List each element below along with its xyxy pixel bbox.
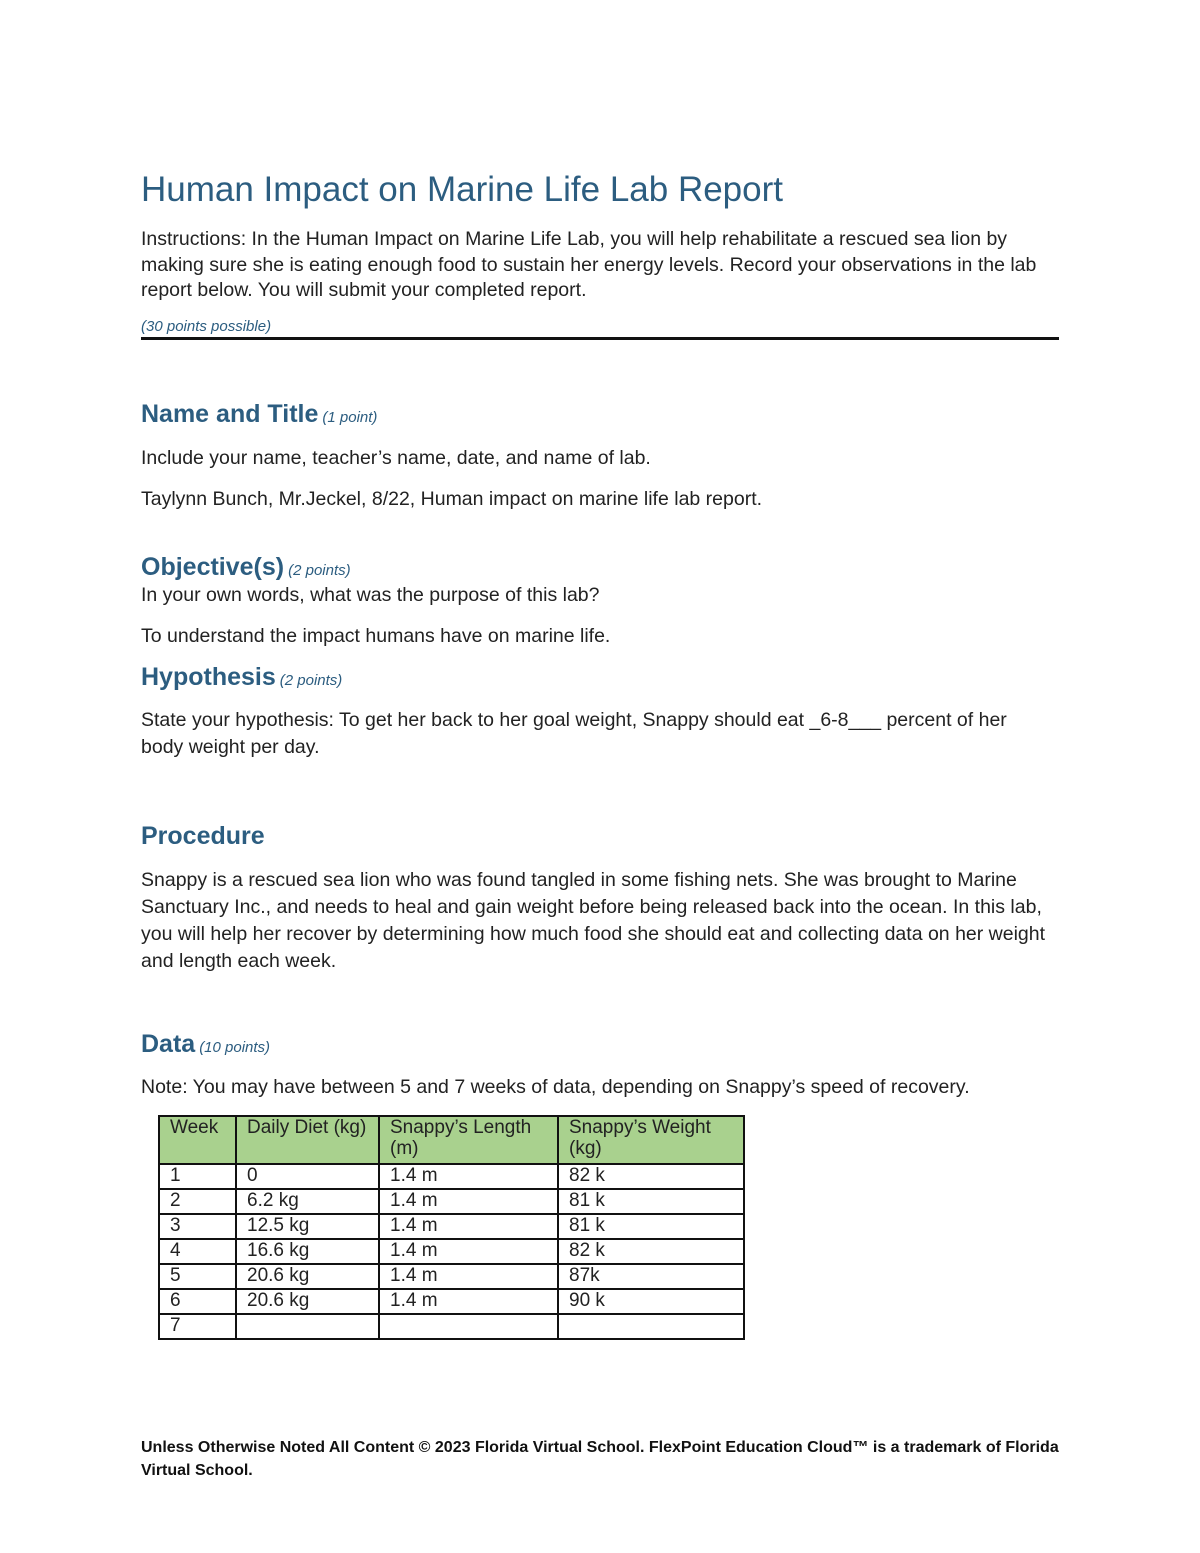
table-cell — [236, 1314, 379, 1339]
hypothesis-text: State your hypothesis: To get her back to her goal weight, Snappy should eat _6-8___ percent of her body weight per day. — [141, 709, 1007, 758]
data-points: (10 points) — [199, 1039, 271, 1056]
table-cell: 81 k — [558, 1189, 744, 1214]
table-cell: 1.4 m — [379, 1214, 558, 1239]
name-title-heading — [141, 400, 377, 429]
table-cell: 82 k — [558, 1164, 744, 1189]
table-cell: 1.4 m — [379, 1189, 558, 1214]
table-cell: 5 — [159, 1264, 236, 1289]
procedure-text: Snappy is a rescued sea lion who was found tangled in some fishing nets. She was brought to Marine Sanctuary Inc., and needs to heal and gain weight before being released back into the ocean. In this lab, you will help her recover by determining how much food she should eat and collecting data on her weight and length each week. — [141, 869, 1046, 972]
table-header-cell: Snappy’s Length (m) — [379, 1116, 558, 1164]
table-cell: 6 — [159, 1289, 236, 1314]
data-heading-text: Data — [141, 1030, 196, 1058]
table-cell: 20.6 kg — [236, 1264, 379, 1289]
table-row — [159, 1189, 744, 1214]
table-row — [159, 1314, 744, 1339]
points-possible: (30 points possible) — [141, 318, 272, 335]
table-cell — [558, 1314, 744, 1339]
name-title-points: (1 point) — [322, 409, 378, 426]
table-cell: 12.5 kg — [236, 1214, 379, 1239]
table-cell: 0 — [236, 1164, 379, 1189]
name-title-heading-text: Name and Title — [141, 400, 319, 428]
table-cell: 1.4 m — [379, 1164, 558, 1189]
table-cell: 7 — [159, 1314, 236, 1339]
document-title: Human Impact on Marine Life Lab Report — [141, 170, 783, 209]
table-header-cell: Week — [159, 1116, 236, 1164]
table-cell: 20.6 kg — [236, 1289, 379, 1314]
table-cell: 1.4 m — [379, 1264, 558, 1289]
table-cell: 2 — [159, 1189, 236, 1214]
data-note: Note: You may have between 5 and 7 weeks of data, depending on Snappy’s speed of recovery. — [141, 1076, 970, 1098]
name-title-prompt: Include your name, teacher’s name, date, and name of lab. — [141, 447, 651, 469]
table-header-row — [159, 1116, 744, 1164]
table-header-cell: Daily Diet (kg) — [236, 1116, 379, 1164]
table-row — [159, 1289, 744, 1314]
copyright-footer: Unless Otherwise Noted All Content © 2023 Florida Virtual School. FlexPoint Education Cloud™ is a trademark of Florida Virtual School. — [141, 1439, 1059, 1479]
table-cell: 90 k — [558, 1289, 744, 1314]
table-cell: 3 — [159, 1214, 236, 1239]
table-row — [159, 1214, 744, 1239]
table-row — [159, 1239, 744, 1264]
table-header-cell: Snappy’s Weight (kg) — [558, 1116, 744, 1164]
objective-heading — [141, 553, 351, 582]
objective-points: (2 points) — [288, 562, 351, 579]
table-cell: 1.4 m — [379, 1239, 558, 1264]
table-cell: 4 — [159, 1239, 236, 1264]
header-divider — [141, 337, 1059, 340]
hypothesis-heading-text: Hypothesis — [141, 663, 276, 691]
table-row — [159, 1264, 744, 1289]
table-cell: 16.6 kg — [236, 1239, 379, 1264]
objective-answer: To understand the impact humans have on marine life. — [141, 625, 611, 647]
objective-heading-text: Objective(s) — [141, 553, 285, 581]
instructions-text: Instructions: In the Human Impact on Marine Life Lab, you will help rehabilitate a rescued sea lion by making sure she is eating enough food to sustain her energy levels. Record your observations in the lab report below. You will submit your completed report. — [141, 228, 1037, 301]
data-heading — [141, 1030, 270, 1059]
hypothesis-points: (2 points) — [279, 672, 343, 689]
table-row — [159, 1164, 744, 1189]
table-cell: 1 — [159, 1164, 236, 1189]
objective-prompt: In your own words, what was the purpose of this lab? — [141, 584, 600, 606]
procedure-heading-text: Procedure — [141, 822, 265, 850]
procedure-heading — [141, 822, 265, 851]
table-cell: 1.4 m — [379, 1289, 558, 1314]
table-cell: 82 k — [558, 1239, 744, 1264]
name-title-answer: Taylynn Bunch, Mr.Jeckel, 8/22, Human impact on marine life lab report. — [141, 488, 763, 510]
data-table — [158, 1115, 745, 1340]
table-cell — [379, 1314, 558, 1339]
table-cell: 6.2 kg — [236, 1189, 379, 1214]
hypothesis-heading — [141, 663, 342, 692]
table-cell: 87k — [558, 1264, 744, 1289]
table-cell: 81 k — [558, 1214, 744, 1239]
